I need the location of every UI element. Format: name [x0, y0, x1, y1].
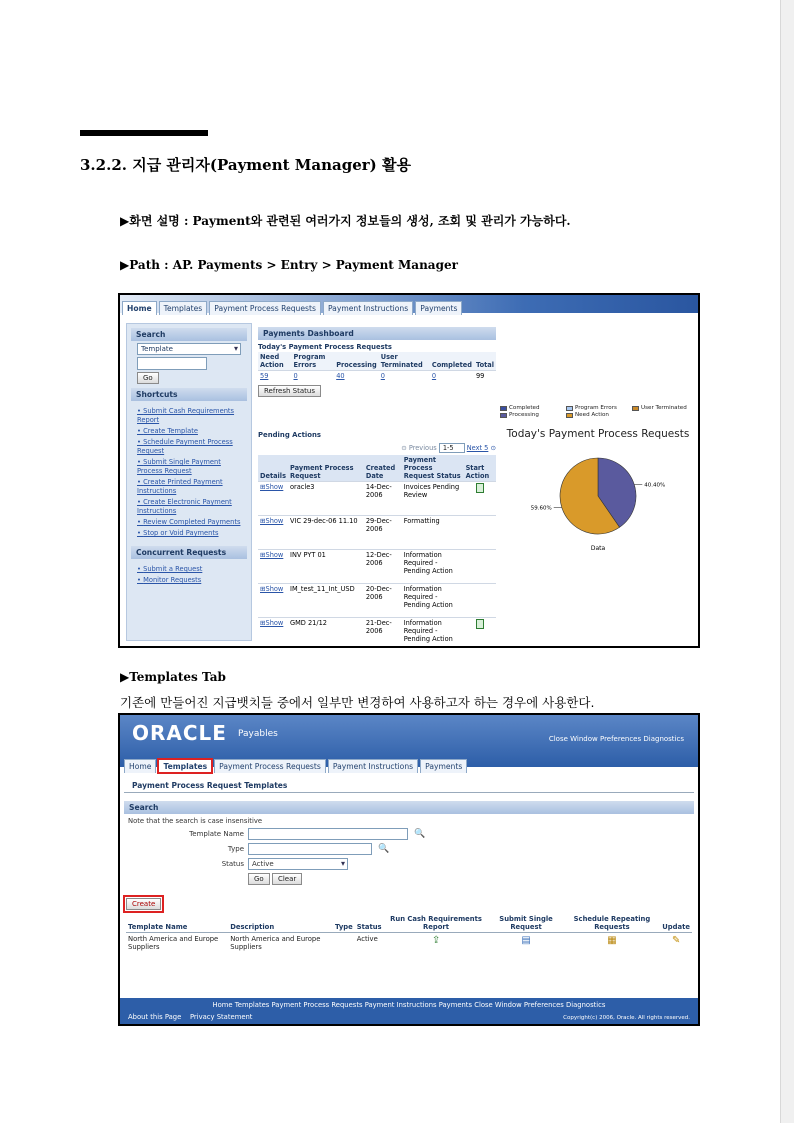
footer-link-diagnostics[interactable]: Diagnostics	[566, 1001, 606, 1009]
created-date: 12-Dec-2006	[364, 550, 402, 584]
col-program-errors: Program Errors	[291, 352, 334, 371]
legend-swatch	[632, 406, 639, 411]
footer-link-payment-process-requests[interactable]: Payment Process Requests	[271, 1001, 363, 1009]
footer	[120, 998, 698, 1024]
template-name: North America and Europe Suppliers	[128, 935, 219, 951]
start-action-cell	[464, 584, 496, 618]
chart-legend	[500, 405, 696, 418]
global-preferences[interactable]: Preferences	[599, 735, 642, 743]
legend-item	[500, 405, 564, 411]
payment-manager-screenshot	[118, 293, 700, 648]
col-details: Details	[258, 455, 288, 482]
tab-payments[interactable]: Payments	[415, 301, 462, 315]
created-date: 29-Dec-2006	[364, 516, 402, 550]
created-date: 21-Dec-2006	[364, 618, 402, 649]
request-status: Invoices Pending Review	[402, 482, 464, 516]
pencil-icon[interactable]: ✎	[671, 935, 681, 946]
legend-label: User Terminated	[641, 405, 687, 411]
heading-rule	[80, 130, 208, 136]
legend-label: Processing	[509, 412, 539, 418]
go-button[interactable]: Go	[137, 372, 159, 384]
about-link[interactable]: About this Page	[128, 1013, 182, 1021]
pending-actions	[258, 431, 496, 648]
pie-svg	[500, 440, 696, 560]
tab-payments[interactable]: Payments	[420, 759, 467, 773]
link-create-printed-payment-instructions[interactable]: • Create Printed Payment Instructions	[137, 478, 245, 496]
value-completed[interactable]: 0	[430, 371, 474, 382]
table-row	[126, 933, 692, 954]
dashboard-header: Payments Dashboard	[258, 327, 496, 340]
footer-link-payments[interactable]: Payments	[438, 1001, 473, 1009]
start-action-cell	[464, 516, 496, 550]
col-created-date: Created Date	[364, 455, 402, 482]
range-select[interactable]: 1-5	[439, 443, 465, 453]
search-note: Note that the search is case insensitive	[128, 817, 263, 825]
legend-label: Completed	[509, 405, 540, 411]
status-row	[120, 858, 698, 870]
status-summary-table	[258, 352, 496, 381]
legend-item	[566, 405, 630, 411]
table-row	[258, 482, 496, 516]
link-schedule-payment-process-request[interactable]: • Schedule Payment Process Request	[137, 438, 245, 456]
chart-xlabel: Data	[590, 545, 606, 552]
legend-label: Need Action	[575, 412, 609, 418]
search-icon[interactable]: 🔍	[378, 844, 390, 854]
schedule-icon[interactable]: ▦	[607, 935, 617, 946]
request-name: GMD 21/12	[288, 618, 364, 649]
legend-item	[632, 405, 696, 411]
global-diagnostics[interactable]: Diagnostics	[643, 735, 684, 743]
page-title: Payment Process Request Templates	[124, 767, 694, 793]
submit-request-icon[interactable]: ▤	[521, 935, 531, 946]
col-user-terminated: User Terminated	[379, 352, 430, 371]
details-cell	[258, 618, 288, 649]
col-total: Total	[474, 352, 496, 371]
table-row	[258, 584, 496, 618]
search-select[interactable]: Template ▾	[137, 343, 241, 355]
link-monitor-requests[interactable]: • Monitor Requests	[137, 576, 245, 585]
col-update: Update	[660, 914, 692, 933]
col-template-name: Template Name	[126, 914, 228, 933]
col-status: Status	[355, 914, 384, 933]
next-link[interactable]: Next 5	[466, 444, 489, 452]
schedule-cell	[564, 933, 661, 954]
legend-swatch	[566, 406, 573, 411]
run-report-cell	[384, 933, 489, 954]
legend-item	[500, 412, 564, 418]
request-name: INV PYT 01	[288, 550, 364, 584]
tab-templates[interactable]: Templates	[158, 759, 212, 773]
request-status: Information Required - Pending Action	[402, 550, 464, 584]
tab-payment-process-requests[interactable]: Payment Process Requests	[209, 301, 321, 315]
request-status: Information Required - Pending Action	[402, 618, 464, 649]
type-row	[120, 843, 698, 855]
start-action-cell	[464, 482, 496, 516]
tab-payment-process-requests[interactable]: Payment Process Requests	[214, 759, 326, 773]
search-icon[interactable]: 🔍	[414, 829, 426, 839]
request-status: Information Required - Pending Action	[402, 584, 464, 618]
pending-table	[258, 455, 496, 648]
payments-dashboard	[258, 327, 496, 397]
request-status: Formatting	[402, 516, 464, 550]
pie-label-processing: 40.40%	[644, 482, 666, 489]
templates-description: 기존에 만들어진 지급뱃치들 중에서 일부만 변경하여 사용하고자 하는 경우에 사용한다.	[120, 695, 595, 710]
footer-link-home[interactable]: Home	[212, 1001, 233, 1009]
templates-table	[126, 914, 692, 953]
footer-link-templates[interactable]: Templates	[234, 1001, 270, 1009]
go-button[interactable]: Go	[248, 873, 270, 885]
col-start-action: Start Action	[464, 455, 496, 482]
link-create-electronic-payment-instructions[interactable]: • Create Electronic Payment Instructions	[137, 498, 245, 516]
pie-label-need-action: 59.60%	[530, 505, 552, 512]
tab-templates[interactable]: Templates	[159, 301, 208, 315]
link-create-template[interactable]: • Create Template	[137, 427, 245, 436]
pending-title: Pending Actions	[258, 431, 321, 439]
button-row	[120, 873, 698, 885]
details-cell	[258, 550, 288, 584]
col-need-action: Need Action	[258, 352, 291, 371]
dashboard-subheader: Today's Payment Process Requests	[258, 343, 392, 351]
created-date: 20-Dec-2006	[364, 584, 402, 618]
table-row	[258, 516, 496, 550]
legend-swatch	[500, 413, 507, 418]
value-processing[interactable]: 40	[334, 371, 379, 382]
section-title: 3.2.2. 지급 관리자(Payment Manager) 활용	[80, 156, 411, 174]
legend-swatch	[566, 413, 573, 418]
created-date: 14-Dec-2006	[364, 482, 402, 516]
navigation-path: ▶Path : AP. Payments > Entry > Payment Manager	[120, 258, 458, 272]
footer-about	[128, 1013, 252, 1021]
templates-bullet: ▶Templates Tab	[120, 670, 226, 684]
value-program-errors[interactable]: 0	[291, 371, 334, 382]
footer-link-preferences[interactable]: Preferences	[523, 1001, 564, 1009]
chart-title: Today's Payment Process Requests	[506, 428, 690, 440]
start-action-cell	[464, 618, 496, 649]
start-action-icon[interactable]	[476, 483, 484, 493]
left-panel	[126, 323, 252, 641]
col-type: Type	[333, 914, 355, 933]
tab-bar	[120, 301, 698, 315]
link-submit-single-payment-process-request[interactable]: • Submit Single Payment Process Request	[137, 458, 245, 476]
template-name-label: Template Name	[189, 830, 244, 838]
run-report-icon[interactable]: ⇪	[431, 935, 441, 946]
footer-link-payment-instructions[interactable]: Payment Instructions	[364, 1001, 437, 1009]
footer-links	[120, 1001, 698, 1009]
value-user-terminated[interactable]: 0	[379, 371, 430, 382]
copyright: Copyright(c) 2006, Oracle. All rights reserved.	[563, 1015, 690, 1021]
value-total: 99	[474, 371, 496, 382]
show-link[interactable]: ⊞Show	[260, 483, 284, 491]
show-link[interactable]: ⊞Show	[260, 517, 284, 525]
request-name: oracle3	[288, 482, 364, 516]
table-row	[258, 618, 496, 649]
details-cell	[258, 584, 288, 618]
col-submit-single-request: Submit Single Request	[488, 914, 563, 933]
tab-home[interactable]: Home	[122, 301, 157, 315]
tab-payment-instructions[interactable]: Payment Instructions	[323, 301, 413, 315]
footer-link-close-window[interactable]: Close Window	[474, 1001, 522, 1009]
oracle-header	[120, 715, 698, 771]
col-payment-process-request: Payment Process Request	[288, 455, 364, 482]
pencil-cell	[660, 933, 692, 954]
template-name-input[interactable]	[248, 828, 408, 840]
tab-bar	[120, 759, 698, 773]
link-review-completed-payments[interactable]: • Review Completed Payments	[137, 518, 245, 527]
shortcuts-list	[127, 403, 251, 542]
tab-home[interactable]: Home	[124, 759, 156, 773]
oracle-logo: ORACLE	[132, 721, 227, 745]
template-description: North America and Europe Suppliers	[230, 935, 321, 951]
col-description: Description	[228, 914, 333, 933]
start-action-icon[interactable]	[476, 619, 484, 629]
legend-swatch	[500, 406, 507, 411]
templates-screenshot	[118, 713, 700, 1026]
concurrent-list	[127, 561, 251, 589]
global-links	[549, 735, 684, 743]
app-name: Payables	[238, 729, 278, 739]
legend-item	[566, 412, 630, 418]
link-submit-a-request[interactable]: • Submit a Request	[137, 565, 245, 574]
col-completed: Completed	[430, 352, 474, 371]
template-name-row	[120, 828, 698, 840]
col-schedule-repeating-requests: Schedule Repeating Requests	[564, 914, 661, 933]
top-bar	[120, 295, 698, 313]
type-input[interactable]	[248, 843, 372, 855]
refresh-status-button[interactable]: Refresh Status	[258, 385, 321, 397]
search-header: Search	[124, 801, 694, 814]
privacy-link[interactable]: Privacy Statement	[189, 1013, 253, 1021]
search-header: Search	[131, 328, 247, 341]
status-label: Status	[221, 860, 244, 868]
request-name: IM_test_11_Int_USD	[288, 584, 364, 618]
tab-payment-instructions[interactable]: Payment Instructions	[328, 759, 418, 773]
legend-label: Program Errors	[575, 405, 617, 411]
request-name: VIC 29-dec-06 11.10	[288, 516, 364, 550]
value-need-action[interactable]: 59	[258, 371, 291, 382]
clear-button[interactable]: Clear	[272, 873, 302, 885]
col-processing: Processing	[334, 352, 379, 371]
link-stop-or-void-payments[interactable]: • Stop or Void Payments	[137, 529, 245, 538]
create-button[interactable]: Create	[126, 898, 161, 910]
show-link[interactable]: ⊞Show	[260, 551, 284, 559]
pager: ⊙ Previous 1-5 Next 5 ⊙	[401, 444, 496, 452]
concurrent-header: Concurrent Requests	[131, 546, 247, 559]
table-row	[258, 550, 496, 584]
template-status: Active	[356, 935, 378, 943]
previous-link[interactable]: ⊙ Previous	[401, 444, 437, 452]
show-link[interactable]: ⊞Show	[260, 619, 284, 627]
screen-description: ▶화면 설명 : Payment와 관련된 여러가지 정보들의 생성, 조회 및 관리가 가능하다.	[120, 214, 571, 228]
details-cell	[258, 482, 288, 516]
pie-chart	[500, 405, 696, 595]
show-link[interactable]: ⊞Show	[260, 585, 284, 593]
type-label: Type	[227, 845, 244, 853]
shortcuts-header: Shortcuts	[131, 388, 247, 401]
scrollbar[interactable]	[780, 0, 794, 1123]
col-payment-process-request-status: Payment Process Request Status	[402, 455, 464, 482]
search-input[interactable]	[137, 357, 207, 370]
link-submit-cash-requirements-report[interactable]: • Submit Cash Requirements Report	[137, 407, 245, 425]
submit-request-cell	[488, 933, 563, 954]
status-select[interactable]: Active ▾	[248, 858, 348, 870]
template-type	[333, 933, 355, 954]
details-cell	[258, 516, 288, 550]
start-action-cell	[464, 550, 496, 584]
col-run-cash-requirements-report: Run Cash Requirements Report	[384, 914, 489, 933]
global-close-window[interactable]: Close Window	[548, 735, 598, 743]
